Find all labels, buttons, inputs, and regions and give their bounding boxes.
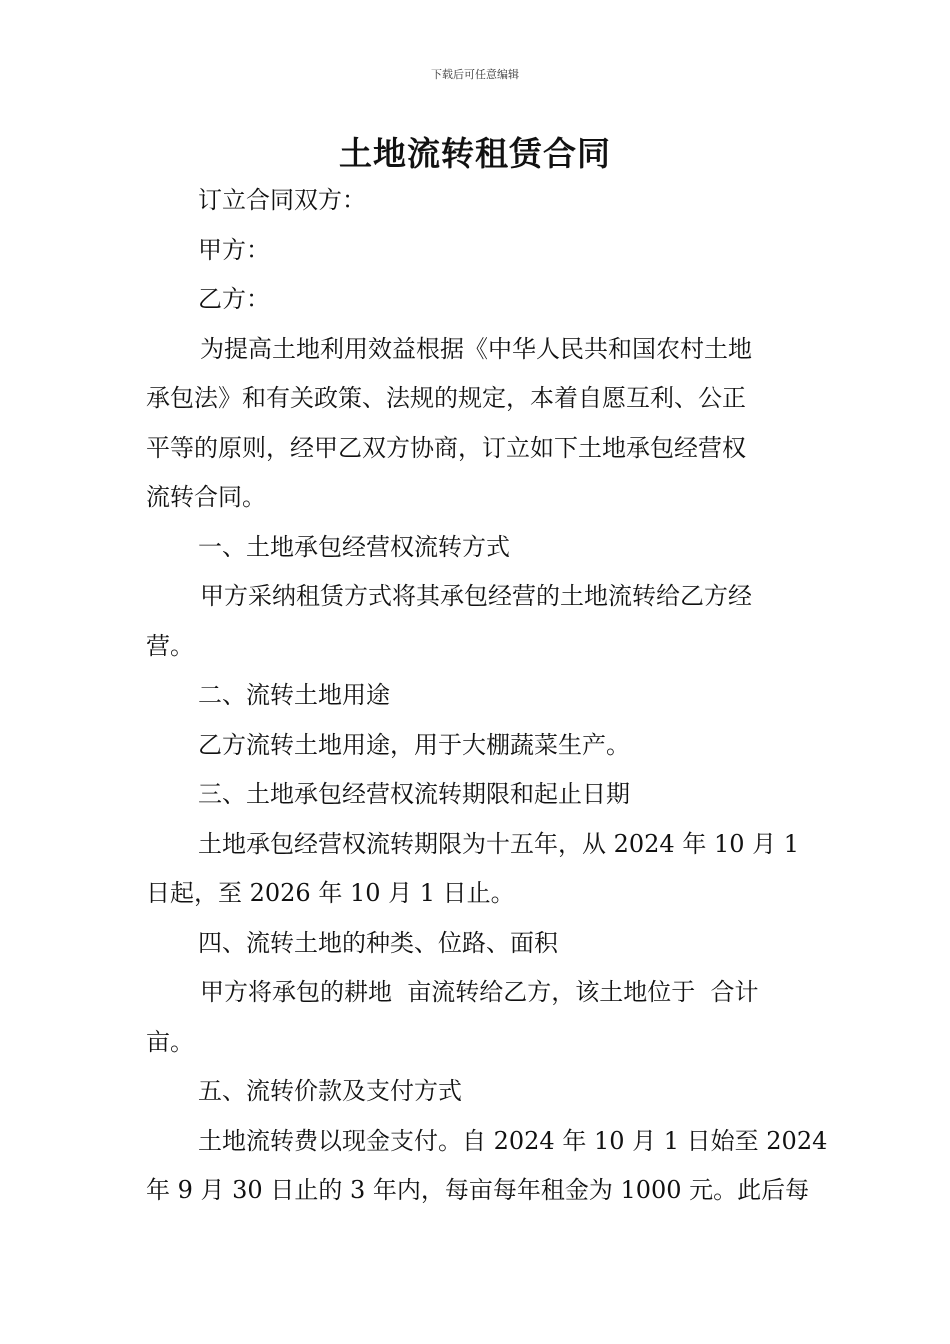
- section-heading: 四、流转土地的种类、位路、面积: [198, 928, 558, 957]
- section-line: 日起，至 2026 年 10 月 1 日止。: [146, 879, 515, 907]
- section-paragraph: [146, 1117, 828, 1216]
- section-line: 土地流转费以现金支付。自 2024 年 10 月 1 日始至 2024: [198, 1126, 828, 1155]
- section-line: 甲方将承包的耕地 亩流转给乙方，该土地位于 合计: [200, 978, 759, 1006]
- section-line: 营。: [146, 631, 194, 660]
- section-heading: 二、流转土地用途: [198, 681, 390, 709]
- section-line: 亩。: [146, 1027, 194, 1056]
- preamble-line: 平等的原则，经甲乙双方协商，订立如下土地承包经营权: [146, 433, 746, 462]
- section-paragraph: [146, 572, 806, 671]
- section-line: 乙方流转土地用途，用于大棚蔬菜生产。: [198, 730, 630, 759]
- section-paragraph: [146, 968, 806, 1067]
- document-body: [146, 176, 828, 1216]
- party-b-label: 乙方：: [198, 285, 270, 313]
- document-title: 土地流转租赁合同: [339, 134, 611, 173]
- section-heading: 一、土地承包经营权流转方式: [198, 532, 510, 561]
- parties-intro: 订立合同双方：: [198, 186, 366, 214]
- party-a-label: 甲方：: [198, 235, 270, 264]
- section-line: 土地承包经营权流转期限为十五年，从 2024 年 10 月 1: [198, 829, 800, 858]
- section-heading: 三、土地承包经营权流转期限和起止日期: [198, 780, 630, 808]
- section-line: 年 9 月 30 日止的 3 年内，每亩每年租金为 1000 元。此后每: [146, 1176, 810, 1204]
- preamble-line: 为提高土地利用效益根据《中华人民共和国农村土地: [200, 334, 752, 363]
- preamble-line: 流转合同。: [146, 483, 266, 511]
- section-line: 甲方采纳租赁方式将其承包经营的土地流转给乙方经: [200, 582, 752, 610]
- preamble-line: 承包法》和有关政策、法规的规定，本着自愿互利、公正: [146, 384, 746, 412]
- preamble-paragraph: [146, 325, 806, 523]
- section-heading: 五、流转价款及支付方式: [198, 1077, 462, 1105]
- section-paragraph: [146, 820, 806, 919]
- section-paragraph: [146, 721, 806, 771]
- header-note: 下载后可任意编辑: [431, 68, 519, 81]
